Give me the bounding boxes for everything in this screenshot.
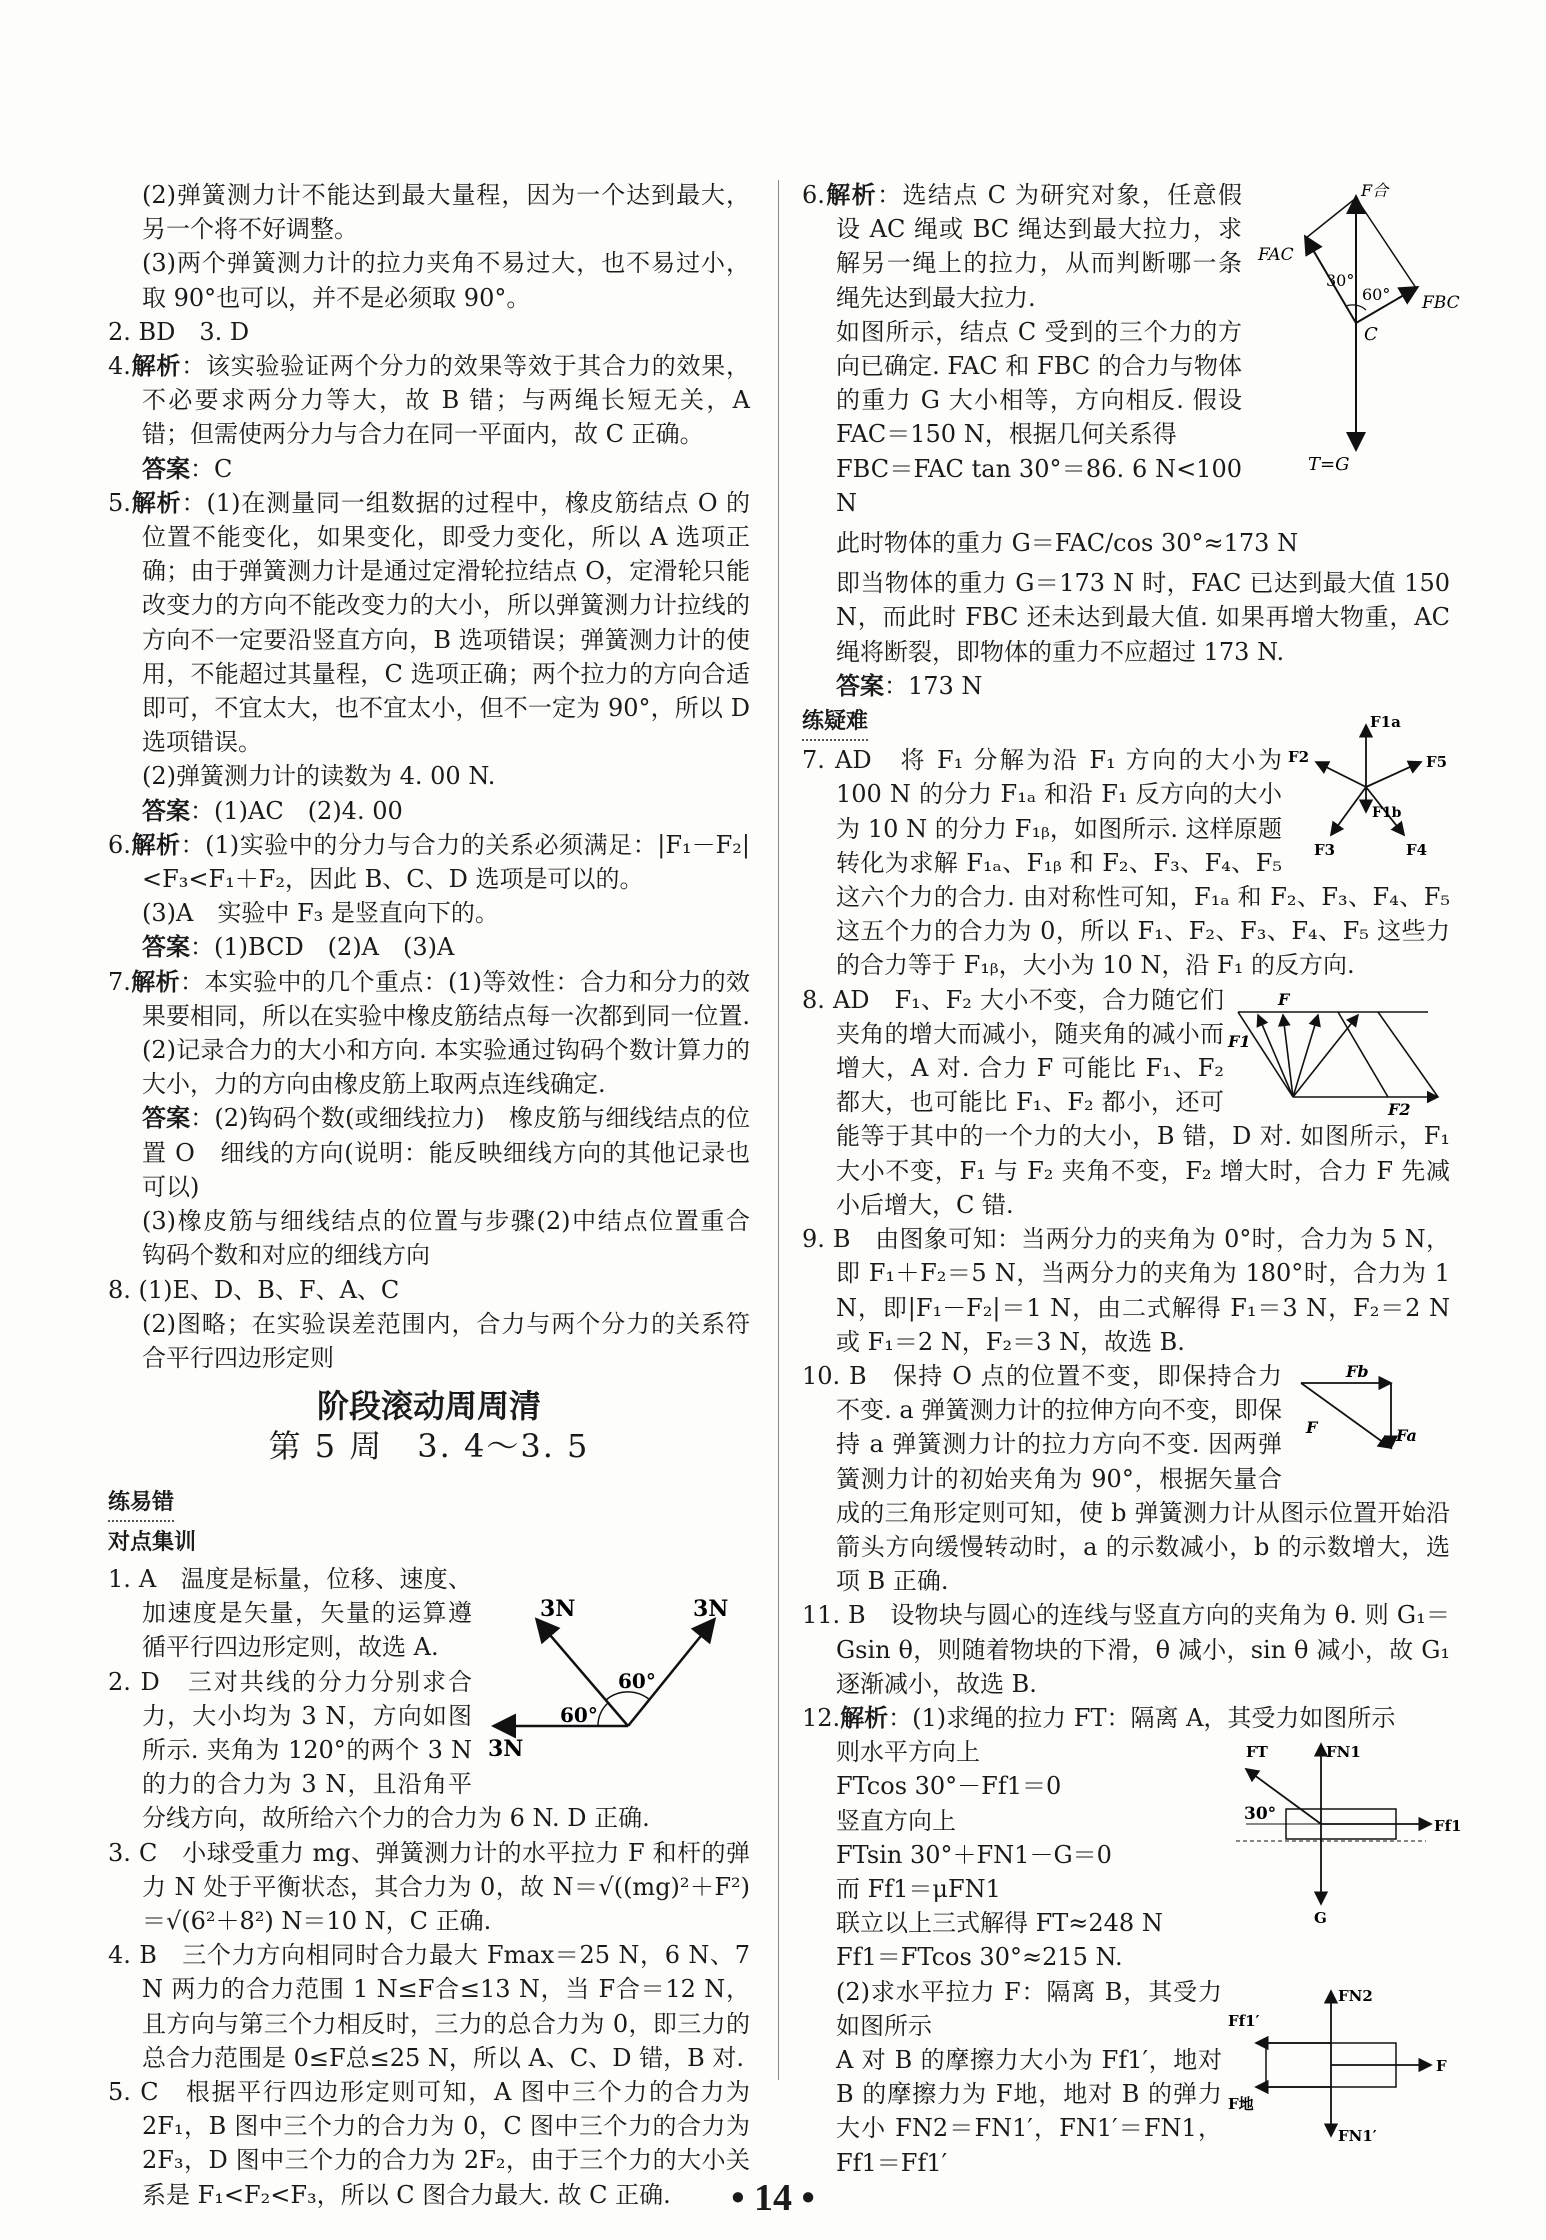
r-question-6-eq1: FBC＝FAC tan 30°＝86. 6 N<100 N [836,454,1242,517]
fig-12b-wrap [1226,1981,1456,2151]
item-e1: 1. A 温度是标量，位移、速度、加速度是矢量，矢量的运算遵循平行四边形定则，故选 A. [108,1564,472,1662]
left-column [108,178,774,2212]
label-f5: F5 [1426,753,1448,772]
r-item-8: 8. AD F₁、F₂ 大小不变，合力随它们夹角的增大而减小，随夹角的减小而增大，A 对. 合力 F 可能比 F₁、F₂ 都大，也可能比 F₁、F₂ 都小，还可能等于其中的一个力的大小，B 错，D 对. 如图所示，F₁ 大小不变，F₁ 与 F₂ 夹角不变，F₂ 增大时，合力 F 先减小后增大，C 错. [802,985,1450,1219]
label-f: F [1278,989,1290,1009]
label-fn1: FN1 [1326,1743,1361,1762]
answer-4: 答案：C [142,453,233,483]
fig-12a-wrap [1226,1739,1462,1929]
item-e5: 5. C 根据平行四边形定则可知，A 图中三个力的合力为 2F₁，B 图中三个力的合力为 0，C 图中三个力的合力为 2F₃，D 图中三个力的合力为 2F₂，由于三个力的大小关系是 F₁<F₂<F₃，所以 C 图合力最大. 故 C 正确. [108,2077,750,2209]
fig-8-wrap [1228,987,1458,1117]
r-question-6-part2: 如图所示，结点 C 受到的三个力的方向已确定. FAC 和 FBC 的合力与物体的重力 G 大小相等，方向相反. 假设 FAC＝150 N，根据几何关系得 [836,317,1242,449]
fig-e2-wrap [478,1576,758,1786]
answer-line: (2)弹簧测力计不能达到最大量程，因为一个达到最大，另一个将不好调整。 [142,181,750,244]
answer-7-part2: (3)橡皮筋与细线结点的位置与步骤(2)中结点位置重合 钩码个数和对应的细线方向 [142,1207,774,1270]
answer-5: 答案：(1)AC (2)4. 00 [142,795,403,825]
label-fb: Fb [1346,1361,1369,1381]
r-12-line8: (2)求水平拉力 F：隔离 B，其受力如图所示 [836,1977,1222,2040]
item-e3: 3. C 小球受重力 mg、弹簧测力计的水平拉力 F 和杆的弹力 N 处于平衡状态，其合力为 0，故 N＝√((mg)²＋F²)＝√(6²＋8²) N＝10 N，C 正确. [108,1838,750,1935]
label-f1b: F1b [1372,805,1402,822]
question-6: 6.解析：(1)实验中的分力与合力的关系必须满足：|F₁－F₂|<F₃<F₁＋F₂，因此 B、C、D 选项是可以的。 [108,829,750,894]
r-question-6: 6.解析：选结点 C 为研究对象，任意假设 AC 绳或 BC 绳达到最大拉力，求解另一绳上的拉力，从而判断哪一条绳先达到最大拉力. [802,180,1243,312]
r-item-10: 10. B 保持 O 点的位置不变，即保持合力不变. a 弹簧测力计的拉伸方向不变，即保持 a 弹簧测力计的拉力方向不变. 因两弹簧测力计的初始夹角为 90°，根据矢量合成的三角形定则可知，使 b 弹簧测力计从图示位置开始沿箭头方向缓慢转动时，a 的示数减小，b 的示数增大，选项 B 正确. [802,1361,1450,1596]
r-question-6-eq2: 此时物体的重力 G＝FAC/cos 30°≈173 N [836,529,1299,558]
tag-dui-dian-ji-xun: 对点集训 [108,1529,197,1555]
fig-10-wrap [1286,1363,1456,1473]
question-4: 4.解析：该实验验证两个分力的效果等效于其合力的效果，不必要求两分力等大，故 B 错；与两绳长短无关，A 错；但需使两分力与合力在同一平面内，故 C 正确。 [108,351,751,449]
label-3n: 3N [540,1595,576,1622]
r-12-line1: 则水平方向上 [836,1738,980,1767]
label-3n: 3N [488,1735,524,1762]
fig-7-wrap [1286,707,1456,867]
r-question-6-part3: 即当物体的重力 G＝173 N 时，FAC 已达到最大值 150 N，而此时 FBC 还未达到最大值. 如果再增大物重，AC 绳将断裂，即物体的重力不应超过 173 N. [836,569,1450,666]
label-fac: FAC [1258,245,1294,265]
question-8: 8. (1)E、D、B、F、A、C [108,1275,400,1304]
angle-60: 60° [560,1702,598,1727]
answer-6: 答案：(1)BCD (2)A (3)A [142,932,455,962]
three-forces-diagram [478,1576,758,1766]
label-fdi: F地 [1228,2094,1254,2113]
answer-line: 2. BD 3. D [108,317,250,346]
r-12-line5: 而 Ff1＝μFN1 [836,1874,1001,1903]
r-12-line2: FTcos 30°－Ff1＝0 [836,1772,1062,1801]
label-fn2: FN2 [1338,1986,1373,2005]
question-6-part2: (3)A 实验中 F₃ 是竖直向下的。 [142,899,499,928]
question-7: 7.解析：本实验中的几个重点：(1)等效性：合力和分力的效果要相同，所以在实验中橡皮筋结点每一次都到同一位置. (2)记录合力的大小和方向. 本实验通过钩码个数计算力的大小，力的方向由橡皮筋上取两点连线确定. [108,966,750,1099]
question-5: 5.解析：(1)在测量同一组数据的过程中，橡皮筋结点 O 的位置不能变化，如果变化，即受力变化，所以 A 选项正确；由于弹簧测力计是通过定滑轮拉结点 O，定滑轮只能改变力的方向不能改变力的大小，所以弹簧测力计拉线的方向不一定要沿竖直方向，B 选项错误；弹簧测力计的使用，不能超过其量程，C 选项正确；两个拉力的方向合适即可，不宜太大，也不宜太小，但不一定为 90°，所以 D 选项错误。 [108,487,751,757]
r-item-11: 11. B 设物块与圆心的连线与竖直方向的夹角为 θ. 则 G₁＝Gsin θ，则随着物块的下滑，θ 减小，sin θ 减小，故 G₁ 逐渐减小，故选 B. [802,1601,1450,1698]
r-item-7: 7. AD 将 F₁ 分解为沿 F₁ 方向的大小为 100 N 的分力 F₁ₐ 和沿 F₁ 反方向的大小为 10 N 的分力 F₁ᵦ，如图所示. 这样原题转化为求解 F₁ₐ、F₁ᵦ 和 F₂、F₃、F₄、F₅ 这六个力的合力. 由对称性可知，F₁ₐ 和 F₂、F₃、F₄、F₅ 这五个力的合力为 0，所以 F₁、F₂、F₃、F₄、F₅ 这些力的合力等于 F₁ᵦ，大小为 10 N，沿 F₁ 的反方向. [802,746,1450,980]
tag-lian-yi-cuo: 练易错 [108,1486,174,1522]
r-12-line9: A 对 B 的摩擦力大小为 Ff1′，地对 B 的摩擦力为 F地，地对 B 的弹力大小 FN2＝FN1′，FN1′＝FN1，Ff1＝Ff1′ [836,2045,1222,2177]
spring-balance-diagram [1286,1363,1456,1473]
answer-7: 答案：(2)钩码个数(或细线拉力) 橡皮筋与细线结点的位置 O 细线的方向(说明：能反映细线方向的其他记录也可以) [142,1103,750,1201]
r-12-line4: FTsin 30°＋FN1－G＝0 [836,1840,1112,1869]
parallelogram-diagram [1228,987,1458,1117]
r-answer-6: 答案：173 N [836,670,983,700]
label-f2: F2 [1388,1099,1411,1119]
label-fa: Fa [1396,1425,1417,1445]
page-number: • 14 • [731,2177,815,2219]
question-5-part2: (2)弹簧测力计的读数为 4. 00 N. [142,762,496,791]
label-ft: FT [1246,1743,1268,1762]
section-title: 阶段滚动周周清 [316,1387,541,1426]
label-fbc: FBC [1422,293,1460,313]
r-item-9: 9. B 由图象可知：当两分力的夹角为 0°时，合力为 5 N，即 F₁＋F₂＝5 N，当两分力的夹角为 180°时，合力为 1 N，即|F₁－F₂|＝1 N，由二式解得 F₁＝3 N，F₂＝2 N 或 F₁＝2 N，F₂＝3 N，故选 B. [802,1225,1450,1356]
label-f: F [1436,2056,1447,2075]
label-g: G [1314,1909,1327,1928]
node-c-force-diagram [1246,178,1460,478]
r-12-line6: 联立以上三式解得 FT≈248 N [836,1909,1163,1938]
label-ff1: Ff1 [1434,1817,1462,1836]
angle-60: 60° [1362,285,1391,304]
label-f4: F4 [1406,841,1428,860]
label-fhe: F合 [1361,181,1389,200]
label-f: F [1306,1417,1318,1437]
fig-6-wrap [1246,178,1460,478]
label-3n: 3N [693,1595,729,1622]
label-fn1-prime: FN1′ [1338,2126,1377,2145]
label-tg: T=G [1308,454,1350,475]
column-divider [778,180,779,2080]
question-8-part2: (2)图略；在实验误差范围内，合力与两个分力的关系符合平行四边形定则 [142,1309,750,1372]
answer-line: (3)两个弹簧测力计的拉力夹角不易过大，也不易过小，取 90°也可以，并不是必须取 90°。 [142,249,750,312]
angle-60: 60° [618,1668,656,1693]
label-c: C [1364,324,1378,345]
block-a-force-diagram [1226,1739,1462,1929]
item-e4: 4. B 三个力方向相同时合力最大 Fmax＝25 N，6 N、7 N 两力的合力范围 1 N≤F合≤13 N，当 F合＝12 N，且方向与第三个力相反时，三力的总合力为 0，即三力的总合力范围是 0≤F总≤25 N，所以 A、C、D 错，B 对. [108,1941,750,2072]
label-f1: F1 [1228,1031,1251,1051]
angle-30: 30° [1326,271,1355,290]
r-12-line7: Ff1＝FTcos 30°≈215 N. [836,1943,1123,1972]
block-b-force-diagram [1226,1981,1456,2151]
angle-30: 30° [1244,1804,1277,1825]
label-f1a: F1a [1370,713,1401,732]
label-f2: F2 [1288,748,1310,767]
item-e2: 2. D 三对共线的分力分别求合力，大小均为 3 N，方向如图所示. 夹角为 120°的两个 3 N 的力的合力为 3 N，且沿角平分线方向，故所给六个力的合力为 6 N. D 正确. [108,1667,650,1833]
right-column [802,178,1462,2180]
r-question-12: 12.解析：(1)求绳的拉力 FT：隔离 A，其受力如图所示 [802,1702,1396,1732]
label-f3: F3 [1314,841,1336,860]
six-forces-diagram [1286,707,1456,867]
week-title: 第 5 周 3. 4～3. 5 [268,1427,590,1466]
r-12-line3: 竖直方向上 [836,1806,956,1835]
label-ff1-prime: Ff1′ [1228,2011,1260,2030]
tag-lian-yi-nan: 练疑难 [802,705,868,741]
